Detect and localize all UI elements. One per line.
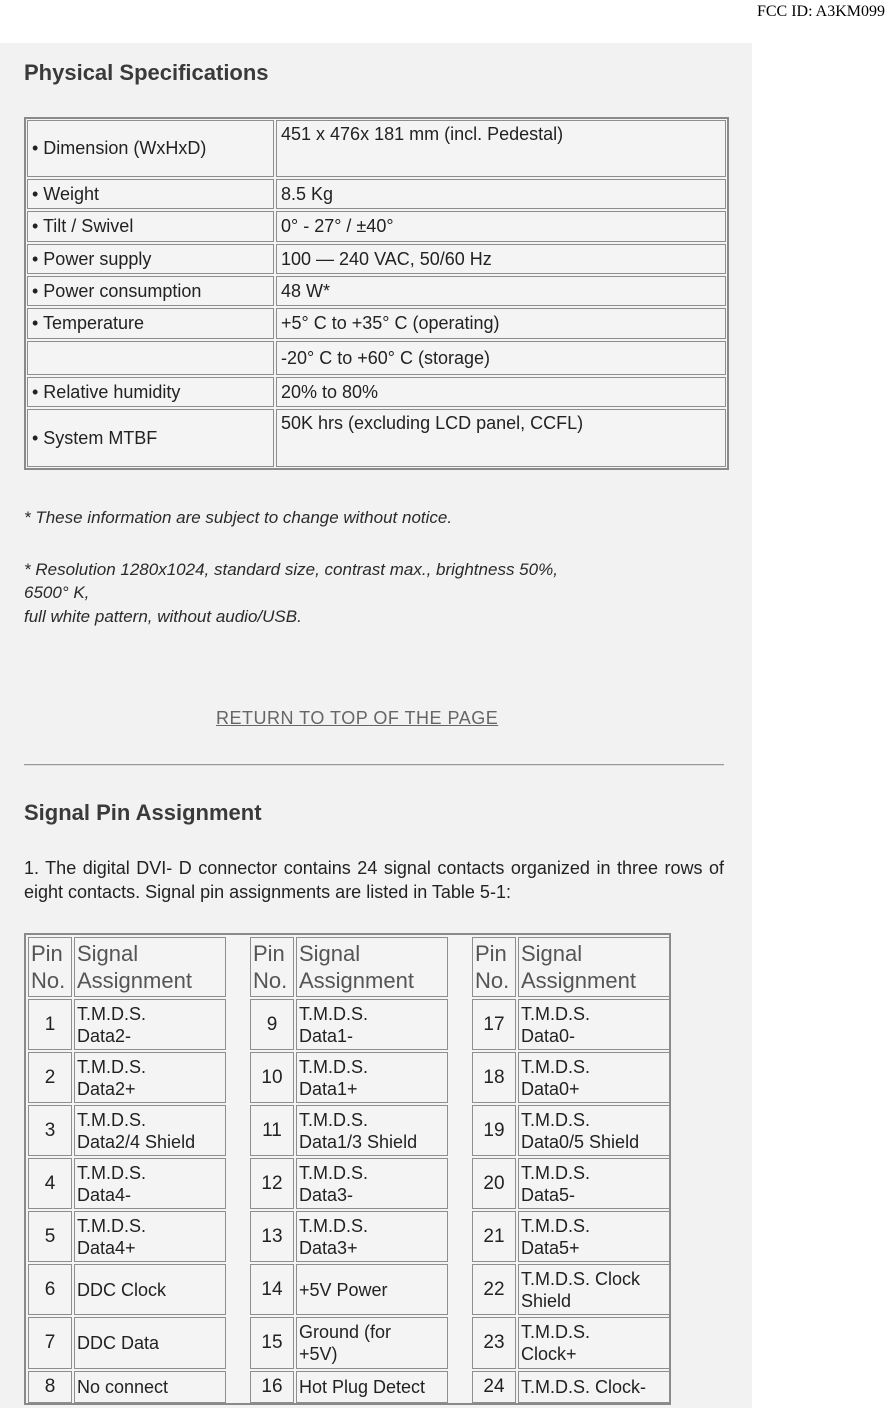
pin-number: 4 [28, 1158, 72, 1209]
spec-row [27, 211, 726, 242]
pin-signal [518, 1211, 670, 1262]
pin-signal [296, 1052, 448, 1103]
spec-row [27, 409, 726, 467]
pin-header-line2: No. [31, 968, 66, 993]
signal-line1: T.M.D.S. [521, 1215, 591, 1236]
spec-label: • Tilt / Swivel [27, 211, 274, 242]
signal-line1: T.M.D.S. [299, 1215, 369, 1236]
spec-row [27, 308, 726, 339]
pin-number: 18 [472, 1052, 516, 1103]
return-to-top-link[interactable]: RETURN TO TOP OF THE PAGE [216, 708, 499, 728]
pin-signal [518, 1105, 670, 1156]
fcc-id: FCC ID: A3KM099 [756, 3, 885, 20]
signal-line2: Data2- [77, 1025, 132, 1046]
signal-line2: Data1/3 Shield [299, 1131, 418, 1152]
signal-line2: Data4+ [77, 1237, 136, 1258]
pin-number: 15 [250, 1317, 294, 1369]
pin-number: 6 [28, 1264, 72, 1315]
pin-signal [296, 1158, 448, 1209]
pin-signal [518, 999, 670, 1050]
pin-number: 11 [250, 1105, 294, 1156]
signal-line2: Data0- [521, 1025, 576, 1046]
spec-value: 20% to 80% [276, 377, 726, 407]
pin-number: 9 [250, 999, 294, 1050]
spec-label: • System MTBF [27, 409, 274, 467]
spec-row [27, 276, 726, 306]
pin-header-line2: No. [253, 968, 288, 993]
signal-header-line2: Assignment [77, 968, 192, 993]
signal-line1: T.M.D.S. [77, 1109, 147, 1130]
pin-assignment-table [24, 933, 671, 1405]
signal-pin-title: Signal Pin Assignment [24, 800, 262, 825]
spec-value: 451 x 476x 181 mm (incl. Pedestal) [276, 120, 726, 177]
signal-line1: T.M.D.S. Clock [521, 1268, 641, 1289]
signal-line2: Data0+ [521, 1078, 580, 1099]
signal-line1: T.M.D.S. [299, 1056, 369, 1077]
signal-line1: DDC Data [77, 1333, 160, 1353]
pin-header-line2: No. [475, 968, 510, 993]
pin-signal [74, 1158, 226, 1209]
pin-number: 8 [28, 1371, 72, 1403]
pin-number: 12 [250, 1158, 294, 1209]
signal-header-line1: Signal [299, 941, 361, 966]
pin-signal [518, 1371, 670, 1403]
signal-line1: T.M.D.S. Clock- [521, 1377, 647, 1397]
pin-no-header [472, 937, 516, 997]
spec-label: • Temperature [27, 308, 274, 339]
signal-line1: T.M.D.S. [299, 1109, 369, 1130]
signal-line1: T.M.D.S. [521, 1003, 591, 1024]
spec-value: 100 — 240 VAC, 50/60 Hz [276, 244, 726, 274]
spec-row [27, 341, 726, 375]
pin-signal [296, 1105, 448, 1156]
spec-label [27, 341, 274, 375]
signal-line2: Data4- [77, 1184, 132, 1205]
physical-specs-table [24, 117, 729, 470]
signal-line1: T.M.D.S. [521, 1056, 591, 1077]
pin-signal [518, 1317, 670, 1369]
spec-row [27, 244, 726, 274]
signal-assignment-header [518, 937, 670, 997]
signal-line1: T.M.D.S. [77, 1056, 147, 1077]
divider [24, 764, 724, 766]
note-change-notice: * These information are subject to change without notice. [24, 508, 453, 527]
pin-signal [74, 1371, 226, 1403]
pin-signal [74, 1264, 226, 1315]
pin-number: 3 [28, 1105, 72, 1156]
pin-signal [74, 1211, 226, 1262]
signal-intro: 1. The digital DVI- D connector contains 24 signal contacts organized in three rows of eight contacts. Signal pin assignments are listed in Table 5-1: [24, 858, 724, 902]
signal-line1: T.M.D.S. [299, 1003, 369, 1024]
signal-header-line2: Assignment [521, 968, 636, 993]
pin-number: 24 [472, 1371, 516, 1403]
pin-number: 23 [472, 1317, 516, 1369]
signal-line2: Data5+ [521, 1237, 580, 1258]
signal-header-line1: Signal [521, 941, 583, 966]
pin-number: 13 [250, 1211, 294, 1262]
signal-line2: Data2+ [77, 1078, 136, 1099]
pin-number: 17 [472, 999, 516, 1050]
signal-line2: Data0/5 Shield [521, 1131, 640, 1152]
pin-signal [74, 999, 226, 1050]
spec-row [27, 377, 726, 407]
signal-line2: Data3- [299, 1184, 354, 1205]
signal-line1: T.M.D.S. [77, 1162, 147, 1183]
signal-line2: Data5- [521, 1184, 576, 1205]
spec-value: 0° - 27° / ±40° [276, 211, 726, 242]
spec-row [27, 120, 726, 177]
pin-number: 1 [28, 999, 72, 1050]
pin-number: 10 [250, 1052, 294, 1103]
pin-signal [518, 1052, 670, 1103]
signal-line1: Ground (for [299, 1322, 392, 1342]
signal-line1: T.M.D.S. [299, 1162, 369, 1183]
spec-value: -20° C to +60° C (storage) [276, 341, 726, 375]
pin-signal [518, 1158, 670, 1209]
pin-header-line1: Pin [253, 941, 285, 966]
pin-number: 22 [472, 1264, 516, 1315]
signal-header-line1: Signal [77, 941, 139, 966]
signal-line2: +5V) [299, 1344, 338, 1364]
note-resolution-line1: * Resolution 1280x1024, standard size, contrast max., brightness 50%, [24, 560, 558, 579]
note-resolution-line3: full white pattern, without audio/USB. [24, 607, 302, 626]
signal-line1: T.M.D.S. [521, 1162, 591, 1183]
pin-number: 20 [472, 1158, 516, 1209]
signal-header-line2: Assignment [299, 968, 414, 993]
pin-signal [74, 1052, 226, 1103]
pin-signal [296, 1371, 448, 1403]
spec-value: +5° C to +35° C (operating) [276, 308, 726, 339]
pin-signal [296, 1211, 448, 1262]
signal-assignment-header [74, 937, 226, 997]
pin-number: 16 [250, 1371, 294, 1403]
signal-line1: No connect [77, 1377, 169, 1397]
pin-header-line1: Pin [475, 941, 507, 966]
pin-no-header [28, 937, 72, 997]
signal-line1: Hot Plug Detect [299, 1377, 426, 1397]
pin-signal [518, 1264, 670, 1315]
spec-label: • Dimension (WxHxD) [27, 120, 274, 177]
pin-signal [296, 999, 448, 1050]
signal-line2: Shield [521, 1290, 572, 1311]
spec-value: 48 W* [276, 276, 726, 306]
signal-line1: +5V Power [299, 1279, 388, 1300]
signal-line2: Clock+ [521, 1344, 577, 1364]
pin-signal [74, 1317, 226, 1369]
pin-number: 7 [28, 1317, 72, 1369]
pin-number: 5 [28, 1211, 72, 1262]
signal-line1: T.M.D.S. [77, 1003, 147, 1024]
pin-signal [296, 1264, 448, 1315]
pin-header-line1: Pin [31, 941, 63, 966]
pin-signal [74, 1105, 226, 1156]
spec-label: • Power supply [27, 244, 274, 274]
signal-line1: DDC Clock [77, 1279, 167, 1300]
spec-label: • Power consumption [27, 276, 274, 306]
signal-line1: T.M.D.S. [521, 1322, 591, 1342]
note-resolution-line2: 6500° K, [24, 583, 90, 602]
signal-line2: Data1+ [299, 1078, 358, 1099]
pin-number: 14 [250, 1264, 294, 1315]
pin-signal [296, 1317, 448, 1369]
signal-line1: T.M.D.S. [77, 1215, 147, 1236]
signal-assignment-header [296, 937, 448, 997]
physical-specs-title: Physical Specifications [24, 60, 269, 85]
pin-number: 2 [28, 1052, 72, 1103]
spec-label: • Weight [27, 179, 274, 209]
signal-line1: T.M.D.S. [521, 1109, 591, 1130]
pin-number: 21 [472, 1211, 516, 1262]
spec-row [27, 179, 726, 209]
pin-number: 19 [472, 1105, 516, 1156]
spec-label: • Relative humidity [27, 377, 274, 407]
signal-line2: Data2/4 Shield [77, 1131, 196, 1152]
signal-line2: Data1- [299, 1025, 354, 1046]
spec-value: 8.5 Kg [276, 179, 726, 209]
spec-value: 50K hrs (excluding LCD panel, CCFL) [276, 409, 726, 467]
signal-line2: Data3+ [299, 1237, 358, 1258]
pin-no-header [250, 937, 294, 997]
